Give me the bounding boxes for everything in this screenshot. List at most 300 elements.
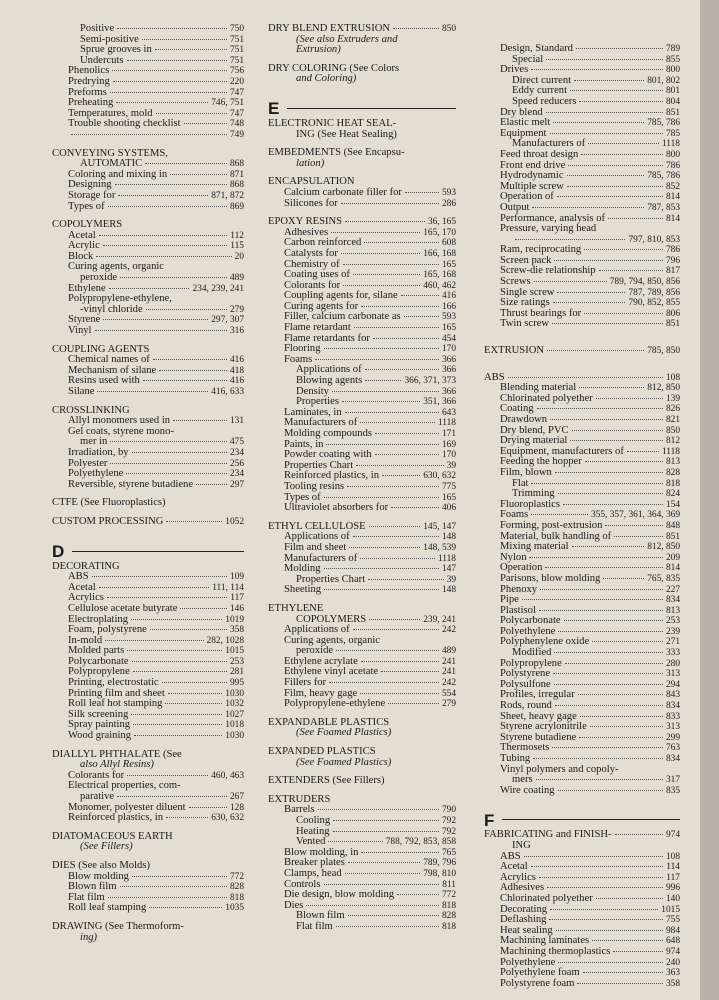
dot-leader bbox=[336, 926, 439, 927]
entry-text: Carbon reinforced bbox=[284, 237, 362, 249]
page-number: 817 bbox=[665, 266, 680, 277]
entry-text: Manufacturers of bbox=[284, 417, 358, 429]
entry-text: Equipment, manufacturers of bbox=[500, 445, 624, 457]
dot-leader bbox=[369, 526, 421, 527]
page-number: 209 bbox=[665, 552, 680, 563]
page-number: 855 bbox=[665, 54, 680, 65]
dot-leader bbox=[550, 419, 663, 420]
index-column-3 bbox=[484, 44, 680, 989]
entry-text: Undercuts bbox=[80, 54, 124, 66]
dot-leader bbox=[103, 319, 208, 320]
dot-leader bbox=[180, 608, 227, 609]
index-heading bbox=[52, 922, 244, 933]
entry-text: Plastisol bbox=[500, 604, 536, 616]
index-entry bbox=[52, 448, 244, 459]
dot-leader bbox=[333, 831, 439, 832]
index-entry bbox=[484, 786, 680, 797]
page-number: 256 bbox=[229, 458, 244, 469]
page-number: 1030 bbox=[225, 731, 244, 742]
entry-text: Acrylics bbox=[500, 871, 536, 883]
entry-text: Types of bbox=[284, 491, 321, 503]
page-number: 643 bbox=[441, 407, 456, 418]
entry-text: Feeding the hopper bbox=[500, 456, 582, 468]
dot-leader bbox=[97, 391, 208, 392]
entry-text: Elastic melt bbox=[500, 117, 551, 129]
index-entry bbox=[52, 202, 244, 213]
entry-text: Preheating bbox=[68, 97, 114, 109]
page-number: 785, 786 bbox=[647, 118, 680, 129]
dot-leader bbox=[99, 235, 228, 236]
page-number: 775 bbox=[441, 481, 456, 492]
page-number: 146 bbox=[229, 603, 244, 614]
dot-leader bbox=[99, 587, 210, 588]
dot-leader bbox=[599, 270, 663, 271]
dot-leader bbox=[545, 567, 663, 568]
page-number: 170 bbox=[441, 450, 456, 461]
page-number: 812 bbox=[665, 436, 680, 447]
dot-leader bbox=[361, 306, 439, 307]
entry-text: parative bbox=[80, 791, 115, 802]
entry-text: CUSTOM PROCESSING bbox=[52, 515, 164, 527]
entry-text: Types of bbox=[68, 200, 105, 212]
page-number: 749 bbox=[229, 129, 244, 140]
entry-text: Eddy current bbox=[512, 85, 568, 97]
page-number: 234 bbox=[229, 469, 244, 480]
entry-text: Cooling bbox=[296, 815, 331, 826]
dot-leader bbox=[113, 81, 227, 82]
dot-leader bbox=[133, 671, 227, 672]
entry-text: Catalysts for bbox=[284, 247, 338, 259]
dot-leader bbox=[533, 758, 663, 759]
dot-leader bbox=[361, 852, 438, 853]
page-number: 147 bbox=[441, 564, 456, 575]
page-number: 835 bbox=[665, 785, 680, 796]
dot-leader bbox=[596, 898, 663, 899]
entry-text: Silicones for bbox=[284, 197, 338, 209]
page-number: 416 bbox=[229, 355, 244, 366]
dot-leader bbox=[546, 112, 663, 113]
page-number: 282, 1028 bbox=[206, 635, 244, 646]
dot-leader bbox=[110, 92, 227, 93]
entry-text: Printing, electrostatic bbox=[68, 677, 159, 689]
page-number: 850 bbox=[441, 24, 456, 34]
dot-leader bbox=[555, 472, 663, 473]
entry-text: Reinforced plastics, in bbox=[284, 470, 380, 482]
dot-leader bbox=[116, 102, 208, 103]
page-number: 240 bbox=[665, 957, 680, 968]
page-number: 608 bbox=[441, 238, 456, 249]
page-number: 165 bbox=[441, 259, 456, 270]
dot-leader bbox=[343, 264, 439, 265]
index-entry bbox=[484, 574, 680, 585]
entry-text: Ethylene bbox=[68, 282, 106, 294]
page-number: 755 bbox=[665, 915, 680, 926]
entry-text: ABS bbox=[68, 571, 89, 583]
entry-text: Monomer, polyester diluent bbox=[68, 801, 186, 813]
entry-text: Forming, post-extrusion bbox=[500, 519, 603, 531]
page-number: 996 bbox=[665, 883, 680, 894]
section-letter-text: D bbox=[52, 541, 65, 561]
entry-text: Blowing agents bbox=[296, 375, 363, 387]
page-number: 834 bbox=[665, 701, 680, 712]
page-number: 316 bbox=[229, 326, 244, 337]
dot-leader bbox=[118, 195, 208, 196]
dot-leader bbox=[368, 579, 443, 580]
entry-text: Blown film bbox=[296, 910, 345, 922]
dot-leader bbox=[557, 196, 663, 197]
dot-leader bbox=[536, 779, 663, 780]
dot-leader bbox=[162, 682, 227, 683]
entry-text: Electrical properties, com- bbox=[68, 780, 181, 792]
entry-text: Properties Chart bbox=[296, 573, 366, 585]
dot-leader bbox=[131, 619, 222, 620]
page-number: 117 bbox=[230, 593, 244, 604]
dot-leader bbox=[572, 430, 663, 431]
entry-text: Acrylics bbox=[68, 592, 104, 604]
dot-leader bbox=[349, 547, 420, 548]
entry-text: Acetal bbox=[68, 229, 96, 241]
index-entry bbox=[268, 728, 456, 739]
entry-text: FABRICATING and FINISH- bbox=[484, 829, 612, 841]
entry-text: Coloring and mixing in bbox=[68, 168, 168, 180]
page-number: 108 bbox=[665, 851, 680, 862]
entry-text: Flat film bbox=[68, 891, 105, 903]
dot-leader bbox=[196, 484, 227, 485]
section-letter-f bbox=[484, 806, 680, 830]
dot-leader bbox=[108, 897, 227, 898]
entry-text: Nylon bbox=[500, 551, 527, 563]
index-entry bbox=[52, 903, 244, 914]
entry-text: DRY COLORING (See Colors bbox=[268, 62, 400, 74]
dot-leader bbox=[546, 59, 663, 60]
index-entry bbox=[484, 44, 680, 55]
dot-leader bbox=[348, 862, 420, 863]
entry-text: Breaker plates bbox=[284, 857, 345, 869]
entry-text: Manufacturers of bbox=[512, 138, 586, 150]
index-entry bbox=[484, 979, 680, 990]
entry-text: EMBEDMENTS (See Encapsu- bbox=[268, 147, 405, 159]
dot-leader bbox=[356, 465, 443, 466]
dot-leader bbox=[341, 253, 420, 254]
entry-text: Pressure, varying head bbox=[500, 223, 597, 235]
page-number: 242 bbox=[441, 625, 456, 636]
entry-text: AUTOMATIC bbox=[80, 158, 143, 170]
page-number: 765 bbox=[441, 847, 456, 858]
entry-text: Polycarbonate bbox=[500, 615, 561, 627]
entry-text: peroxide bbox=[296, 645, 334, 657]
dot-leader bbox=[580, 716, 663, 717]
dot-leader bbox=[360, 558, 435, 559]
entry-text: Parisons, blow molding bbox=[500, 572, 601, 584]
page-number: 239 bbox=[665, 626, 680, 637]
dot-leader bbox=[324, 884, 440, 885]
entry-text: Applications of bbox=[296, 364, 362, 376]
index-entry bbox=[484, 841, 680, 852]
page-number: 253 bbox=[229, 656, 244, 667]
entry-text: Wire coating bbox=[500, 784, 555, 796]
dot-leader bbox=[401, 295, 439, 296]
dot-leader bbox=[529, 557, 662, 558]
page-number: 115 bbox=[230, 241, 244, 252]
dot-leader bbox=[596, 398, 663, 399]
entry-text: Polypropylene-ethylene bbox=[284, 698, 386, 710]
entry-text: Preforms bbox=[68, 86, 107, 98]
page-number: 114 bbox=[666, 862, 680, 873]
page-number: 108 bbox=[665, 372, 680, 383]
entry-text: Manufacturers of bbox=[284, 552, 358, 564]
index-entry bbox=[52, 842, 244, 853]
dot-leader bbox=[579, 101, 663, 102]
page-number: 828 bbox=[441, 911, 456, 922]
entry-text: EXPANDABLE PLASTICS bbox=[268, 716, 390, 728]
entry-text: Clamps, head bbox=[284, 867, 342, 879]
entry-text: Spray painting bbox=[68, 719, 131, 731]
page-number: 790, 852, 855 bbox=[628, 298, 680, 309]
page-number: 772 bbox=[441, 890, 456, 901]
entry-text: Performance, analysis of bbox=[500, 212, 606, 224]
page-number: 117 bbox=[666, 872, 680, 883]
entry-text: (See Foamed Plastics) bbox=[296, 727, 392, 739]
dot-leader bbox=[553, 122, 644, 123]
page-number: 313 bbox=[665, 669, 680, 680]
page-number: 1118 bbox=[661, 139, 680, 150]
dot-leader bbox=[107, 597, 227, 598]
index-entry bbox=[484, 319, 680, 330]
page-number: 220 bbox=[229, 76, 244, 87]
entry-text: Output bbox=[500, 201, 530, 213]
dot-leader bbox=[95, 330, 227, 331]
dot-leader bbox=[615, 834, 663, 835]
page-number: 36, 165 bbox=[427, 217, 456, 228]
page-number: 848 bbox=[665, 520, 680, 531]
page-number: 253 bbox=[665, 616, 680, 627]
page-number: 366 bbox=[441, 386, 456, 397]
entry-text: Polypropylene bbox=[500, 657, 562, 669]
index-entry bbox=[52, 933, 244, 944]
page-number: 366, 371, 373 bbox=[404, 376, 456, 387]
entry-text: Irradiation, by bbox=[68, 446, 129, 458]
entry-text: Size ratings bbox=[500, 297, 550, 309]
entry-text: Film, blown bbox=[500, 466, 552, 478]
entry-text: Screws bbox=[500, 276, 531, 288]
page-number: 317 bbox=[665, 775, 680, 786]
entry-text: COPOLYMERS bbox=[296, 613, 367, 625]
page-number: 554 bbox=[441, 688, 456, 699]
page-number: 166, 168 bbox=[423, 248, 456, 259]
entry-text: Acetal bbox=[500, 861, 528, 873]
entry-text: Dry blend bbox=[500, 106, 543, 118]
dot-leader bbox=[364, 242, 439, 243]
entry-text: Storage for bbox=[68, 189, 116, 201]
page-number: 242 bbox=[441, 678, 456, 689]
index-entry bbox=[52, 24, 244, 35]
entry-text: Flame retardant bbox=[284, 322, 351, 334]
dot-leader bbox=[345, 221, 425, 222]
page-number: 148 bbox=[441, 585, 456, 596]
page-number: 871, 872 bbox=[211, 190, 244, 201]
page-number: 1015 bbox=[661, 904, 680, 915]
entry-text: Ethylene vinyl acetate bbox=[284, 666, 379, 678]
entry-text: Modified bbox=[512, 647, 552, 659]
entry-text: Polyphenylene oxide bbox=[500, 636, 590, 648]
index-entry bbox=[268, 429, 456, 440]
entry-text: Acrylic bbox=[68, 240, 100, 252]
dot-leader bbox=[345, 873, 421, 874]
entry-text: and Coloring) bbox=[296, 73, 357, 85]
dot-leader bbox=[142, 39, 227, 40]
entry-text: Equipment bbox=[500, 127, 547, 139]
dot-leader bbox=[184, 123, 227, 124]
dot-leader bbox=[549, 919, 662, 920]
dot-leader bbox=[391, 507, 439, 508]
dot-leader bbox=[166, 521, 222, 522]
entry-text: EXTRUDERS bbox=[268, 793, 331, 805]
index-entry bbox=[268, 869, 456, 880]
page-number: 818 bbox=[229, 892, 244, 903]
page-number: 460, 462 bbox=[423, 280, 456, 291]
entry-text: Multiple screw bbox=[500, 180, 564, 192]
page-number: 747 bbox=[229, 87, 244, 98]
entry-text: Design, Standard bbox=[500, 43, 573, 54]
entry-text: EPOXY RESINS bbox=[268, 216, 343, 228]
index-column-1 bbox=[52, 24, 244, 943]
index-heading bbox=[52, 861, 244, 872]
dot-leader bbox=[360, 422, 435, 423]
dot-leader bbox=[524, 856, 663, 857]
entry-text: Screw-die relationship bbox=[500, 265, 596, 277]
page-number: 868 bbox=[229, 159, 244, 170]
index-entry bbox=[268, 45, 456, 56]
page-number: 812, 850 bbox=[647, 383, 680, 394]
dot-leader bbox=[554, 684, 663, 685]
dot-leader bbox=[109, 288, 190, 289]
page-number: 1015 bbox=[225, 646, 244, 657]
index-entry bbox=[484, 97, 680, 108]
index-entry bbox=[52, 480, 244, 491]
page-number: 313 bbox=[665, 722, 680, 733]
page-number: 812, 850 bbox=[647, 542, 680, 553]
page-number: 1118 bbox=[437, 418, 456, 429]
dot-leader bbox=[348, 915, 439, 916]
dot-leader bbox=[112, 70, 227, 71]
dot-leader bbox=[581, 154, 663, 155]
page-number: 995 bbox=[229, 678, 244, 689]
entry-text: Polyester bbox=[68, 457, 108, 469]
section-letter-text: F bbox=[484, 810, 495, 830]
page-number: 297, 307 bbox=[211, 315, 244, 326]
page-number: 630, 632 bbox=[211, 813, 244, 824]
index-entry bbox=[52, 813, 244, 824]
page-number: 813 bbox=[665, 605, 680, 616]
index-heading bbox=[268, 24, 456, 35]
index-heading bbox=[268, 119, 456, 130]
entry-text: Designing bbox=[68, 179, 112, 191]
dot-leader bbox=[547, 887, 663, 888]
page-number: 746, 751 bbox=[211, 98, 244, 109]
entry-text: Operation of bbox=[500, 191, 554, 203]
entry-text: Positive bbox=[80, 23, 115, 34]
dot-leader bbox=[324, 348, 439, 349]
dot-leader bbox=[96, 256, 231, 257]
entry-text: Reversible, styrene butadiene bbox=[68, 478, 194, 490]
entry-text: Ram, reciprocating bbox=[500, 244, 582, 256]
page-number: 366 bbox=[441, 365, 456, 376]
entry-text: COUPLING AGENTS bbox=[52, 343, 150, 355]
index-entry bbox=[484, 521, 680, 532]
entry-text: Phenoxy bbox=[500, 583, 538, 595]
dot-leader bbox=[159, 370, 227, 371]
page-number: 826 bbox=[665, 404, 680, 415]
page-number: 271 bbox=[665, 637, 680, 648]
entry-text: Material, bulk handling of bbox=[500, 530, 612, 542]
page-number: 824 bbox=[665, 489, 680, 500]
dot-leader bbox=[382, 475, 420, 476]
dot-leader bbox=[126, 473, 227, 474]
dot-leader bbox=[508, 377, 663, 378]
entry-text: Cellulose acetate butyrate bbox=[68, 602, 178, 614]
page-number: 852 bbox=[665, 181, 680, 192]
entry-text: Acetal bbox=[68, 581, 96, 593]
dot-leader bbox=[558, 493, 663, 494]
dot-leader bbox=[353, 274, 420, 275]
dot-leader bbox=[117, 796, 227, 797]
dot-leader bbox=[133, 724, 222, 725]
dot-leader bbox=[570, 440, 663, 441]
entry-text: Polycarbonate bbox=[68, 655, 129, 667]
dot-leader bbox=[557, 292, 625, 293]
index-entry bbox=[484, 754, 680, 765]
entry-text: Calcium carbonate filler for bbox=[284, 186, 402, 198]
entry-text: Thermosets bbox=[500, 742, 550, 754]
dot-leader bbox=[375, 454, 439, 455]
index-entry bbox=[484, 203, 680, 214]
page-number: 851 bbox=[665, 107, 680, 118]
index-entry bbox=[484, 224, 680, 235]
dot-leader bbox=[608, 218, 663, 219]
dot-leader bbox=[577, 983, 663, 984]
page-number: 165 bbox=[441, 492, 456, 503]
entry-text: Ethylene acrylate bbox=[284, 655, 358, 667]
entry-text: Trouble shooting checklist bbox=[68, 118, 181, 130]
dot-leader bbox=[134, 735, 222, 736]
dot-leader bbox=[332, 391, 439, 392]
page-number: 299 bbox=[665, 732, 680, 743]
dot-leader bbox=[584, 249, 663, 250]
entry-text: Controls bbox=[284, 878, 321, 890]
dot-leader bbox=[547, 350, 644, 351]
entry-text: Gel coats, styrene mono- bbox=[68, 425, 174, 437]
dot-leader bbox=[579, 737, 663, 738]
index-entry bbox=[268, 503, 456, 514]
entry-text: Coating uses of bbox=[284, 269, 350, 281]
page-number: 785, 850 bbox=[647, 346, 680, 357]
page-number: 850 bbox=[665, 425, 680, 436]
entry-text: Film, heavy gage bbox=[284, 687, 358, 699]
entry-text: Polyethylene foam bbox=[500, 967, 580, 979]
dot-leader bbox=[404, 316, 439, 317]
dot-leader bbox=[324, 589, 439, 590]
entry-text: COPOLYMERS bbox=[52, 219, 123, 231]
dot-leader bbox=[360, 693, 439, 694]
entry-text: EXTENDERS (See Fillers) bbox=[268, 775, 385, 787]
page-number: 109 bbox=[229, 572, 244, 583]
page-number: 821 bbox=[665, 415, 680, 425]
dot-leader bbox=[145, 163, 227, 164]
dot-leader bbox=[564, 620, 663, 621]
dot-leader bbox=[132, 452, 227, 453]
entry-text: DIES (See also Molds) bbox=[52, 859, 150, 871]
entry-text: Polypropylene-ethylene, bbox=[68, 293, 172, 305]
